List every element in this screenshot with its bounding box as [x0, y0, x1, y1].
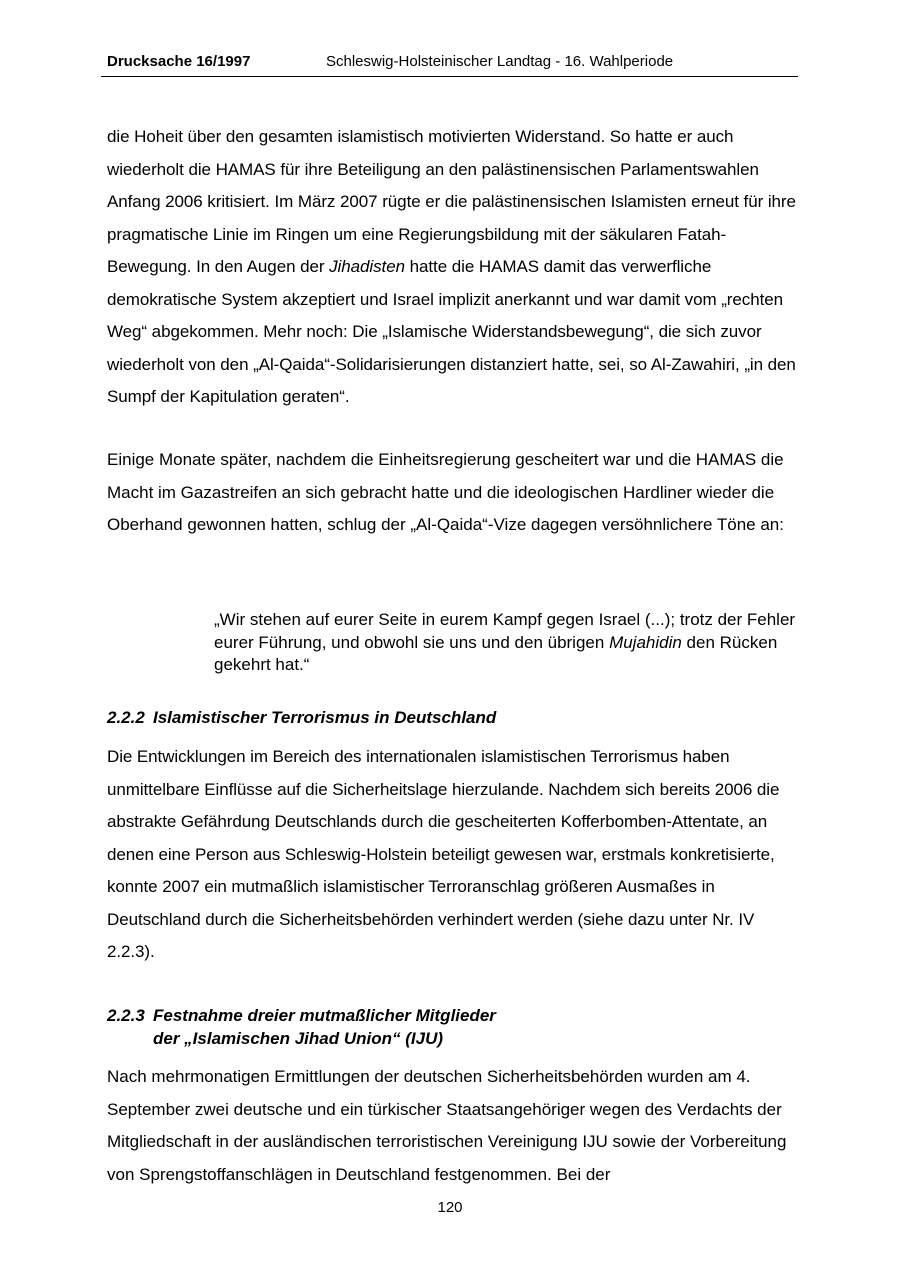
- document-number: Drucksache 16/1997: [107, 53, 251, 70]
- paragraph-2-text: Einige Monate später, nachdem die Einheitsregierung gescheitert war und die HAMAS die Macht im Gazastreifen an sich gebracht hatte und die ideologischen Hardliner wieder die Oberhand gewonnen hatten, schlug der „Al-Qaida“-Vize dagegen versöhnlichere Töne an:: [107, 450, 784, 534]
- section-2-2-2-text: Die Entwicklungen im Bereich des internationalen islamistischen Terrorismus haben unmittelbare Einflüsse auf die Sicherheitslage hierzulande. Nachdem sich bereits 2006 die abstrakte Gefährdung Deutschlands durch die gescheiterten Kofferbomben-Attentate, an denen eine Person aus Schleswig-Holstein beteiligt gewesen war, erstmals konkretisierte, konnte 2007 ein mutmaßlich islamistischer Terroranschlag größeren Ausmaßes in Deutschland durch die Sicherheitsbehörden verhindert werden (siehe dazu unter Nr. IV 2.2.3).: [107, 747, 780, 961]
- section-2-2-3-body: [107, 1061, 797, 1191]
- section-2-2-2-body: [107, 741, 797, 969]
- paragraph-1-part-3: hatte die HAMAS damit das verwerfliche demokratische System akzeptiert und Israel implizit anerkannt und war damit vom „rechten Weg“ abgekommen. Mehr noch: Die „Islamische Widerstandsbewegung“, die sich zuvor wiederholt von den „Al-Qaida“-Solidarisierungen distanziert hatte, sei, so Al-Zawahiri, „in den Sumpf der Kapitulation geraten“.: [107, 257, 796, 406]
- paragraph-2: [107, 444, 797, 542]
- quote-part-1: „Wir stehen auf eurer Seite in eurem Kampf gegen Israel (...); trotz der Fehler eurer Führung, und obwohl sie uns und den übrigen: [214, 610, 796, 652]
- section-number: 2.2.3: [107, 1006, 145, 1025]
- quote-part-3: den Rücken gekehrt hat.“: [214, 632, 778, 674]
- paragraph-1: [107, 121, 797, 414]
- paragraph-1-emphasis-jihadisten: Jihadisten: [329, 257, 405, 276]
- section-heading-2-2-3: [107, 1004, 496, 1050]
- paragraph-1-text: [107, 121, 797, 414]
- section-heading-2-2-2: [107, 706, 496, 729]
- parliament-session: Schleswig-Holsteinischer Landtag - 16. Wahlperiode: [326, 53, 674, 70]
- section-title: Islamistischer Terrorismus in Deutschland: [153, 708, 497, 727]
- section-2-2-3-text: Nach mehrmonatigen Ermittlungen der deutschen Sicherheitsbehörden wurden am 4. September zwei deutsche und ein türkischer Staatsangehöriger wegen des Verdachts der Mitgliedschaft in der ausländischen terroristischen Vereinigung IJU sowie der Vorbereitung von Sprengstoffanschlägen in Deutschland festgenommen. Bei der: [107, 1067, 787, 1184]
- page-number: 120: [437, 1199, 463, 1216]
- section-number: 2.2.2: [107, 708, 145, 727]
- page-header: [101, 52, 798, 77]
- paragraph-1-part-1: die Hoheit über den gesamten islamistisch motivierten Widerstand. So hatte er auch wiederholt die HAMAS für ihre Beteiligung an den palästinensischen Parlamentswahlen Anfang 2006 kritisiert. Im März 2007 rügte er die palästinensischen Islamisten erneut für ihre pragmatische Linie im Ringen um eine Regierungsbildung mit der säkularen Fatah-Bewegung. In den Augen der: [107, 127, 796, 276]
- quote-emphasis-mujahidin: Mujahidin: [609, 632, 682, 652]
- section-title-line-1: Festnahme dreier mutmaßlicher Mitglieder: [153, 1006, 496, 1025]
- block-quote: [214, 609, 804, 677]
- section-title-line-2: der „Islamischen Jihad Union“ (IJU): [153, 1029, 444, 1048]
